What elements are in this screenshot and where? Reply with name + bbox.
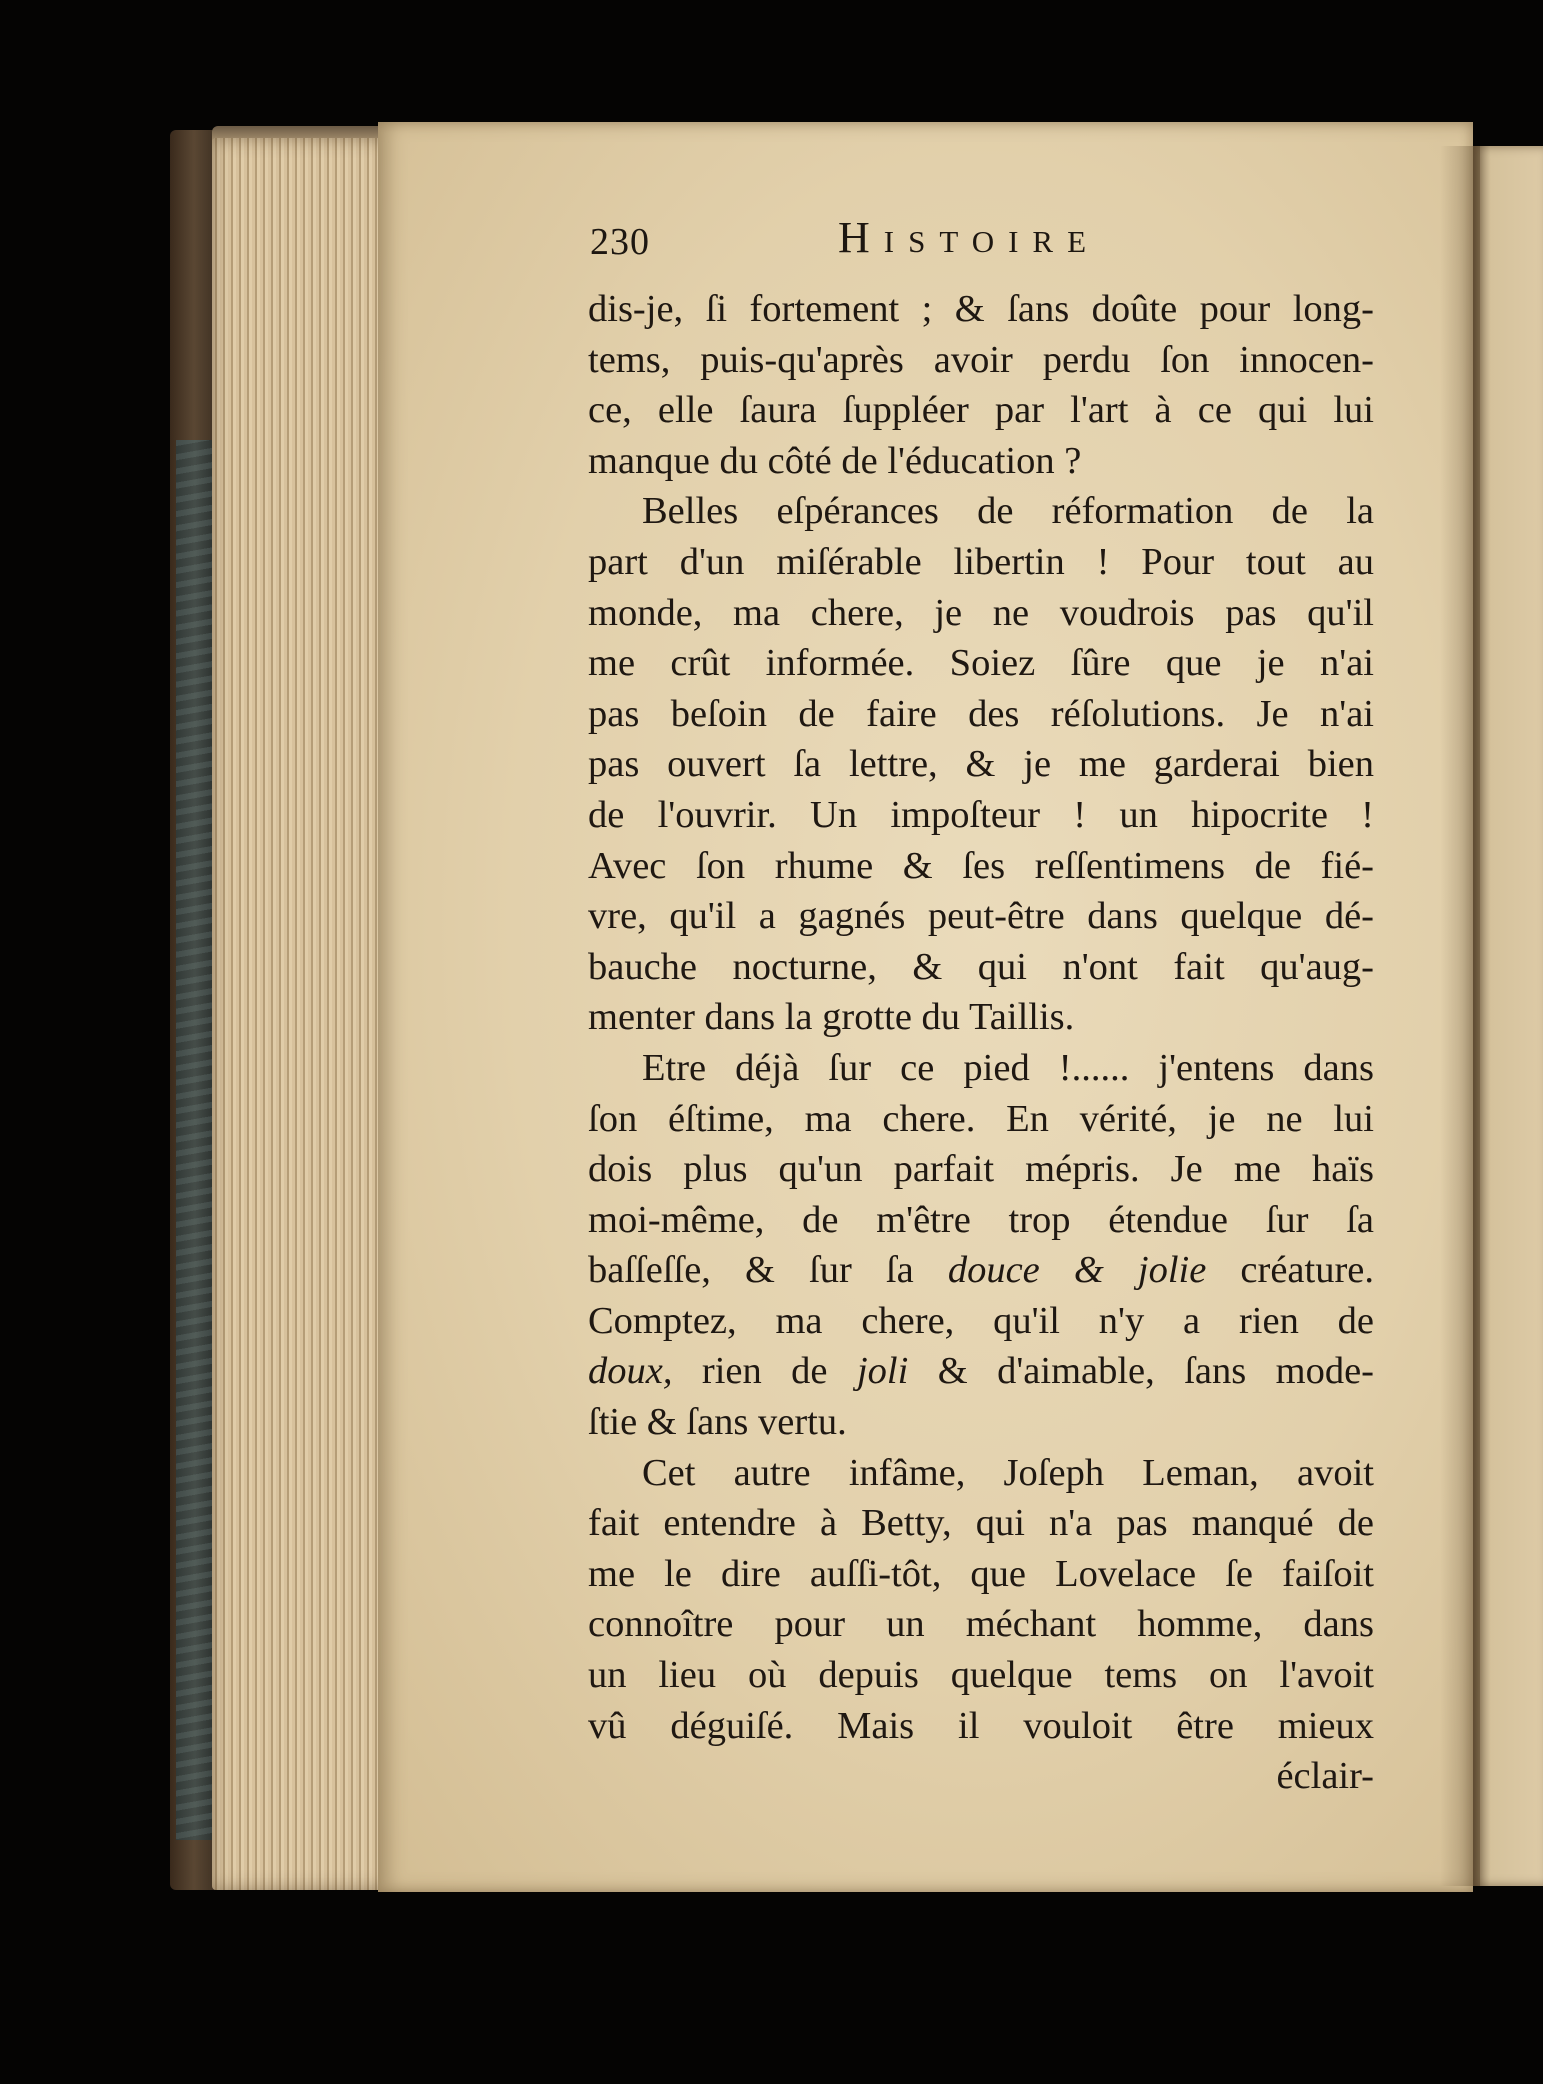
text-line: Belles eſpérances de réformation de la [642,490,1374,533]
catchword: éclair- [1276,1755,1374,1798]
text-line: fait entendre à Betty, qui n'a pas manqué de [588,1502,1374,1545]
text-line: ſon éſtime, ma chere. En vérité, je ne lui [588,1097,1374,1140]
italic-word: & [1073,1249,1104,1292]
italic-word: douce [947,1249,1040,1292]
text-line: tems, puis-qu'après avoir perdu ſon innocen- [588,338,1374,381]
text-line-with-italics [588,1245,1374,1296]
text-line: part d'un miſérable libertin ! Pour tout au [588,540,1374,583]
text-line: bauche nocturne, & qui n'ont fait qu'aug- [588,945,1374,988]
italic-word: joli [856,1350,909,1393]
text-line: pas ouvert ſa lettre, & je me garderai bien [588,743,1374,786]
text-line: vû déguiſé. Mais il vouloit être mieux [588,1704,1374,1747]
text-line: Comptez, ma chere, qu'il n'y a rien de [588,1299,1374,1342]
text-run: & d'aimable, ſans mode- [908,1350,1374,1393]
text-line: dis-je, ſi fortement ; & ſans doûte pour long- [588,288,1374,330]
page-number: 230 [590,221,650,263]
text-line: menter dans la grotte du Taillis. [588,996,1075,1039]
text-line: me le dire auſſi-tôt, que Lovelace ſe faiſoit [588,1552,1374,1595]
text-line: me crût informée. Soiez ſûre que je n'ai [588,642,1374,685]
text-line: ſtie & ſans vertu. [588,1401,847,1444]
italic-word: doux, [588,1350,673,1393]
text-line: vre, qu'il a gagnés peut-être dans quelque dé- [588,895,1374,938]
marbled-cover-edge [176,440,214,1840]
text-line: connoître pour un méchant homme, dans [588,1603,1374,1646]
text-line: Cet autre infâme, Joſeph Leman, avoit [642,1451,1374,1494]
gutter-shadow [1440,146,1480,1886]
running-head-title: Histoire [838,213,1101,262]
text-line-with-italics [588,1346,1374,1397]
text-run: baſſeſſe, & ſur ſa [588,1249,948,1292]
stacked-page-edges [212,138,392,1890]
text-line: manque du côté de l'éducation ? [588,439,1082,482]
text-line: moi-même, de m'être trop étendue ſur ſa [588,1198,1374,1241]
text-line: dois plus qu'un parfait mépris. Je me haïs [588,1148,1374,1191]
italic-word: jolie [1137,1249,1207,1292]
text-line: ce, elle ſaura ſuppléer par l'art à ce qui lui [588,389,1374,432]
text-line: un lieu où depuis quelque tems on l'avoit [588,1654,1374,1697]
text-line: Etre déjà ſur ce pied !...... j'entens dans [642,1046,1374,1089]
text-run: rien de [672,1350,857,1393]
text-line: monde, ma chere, je ne voudrois pas qu'il [588,591,1374,634]
text-line: de l'ouvrir. Un impoſteur ! un hipocrite ! [588,793,1374,836]
page-text [588,284,1374,1802]
text-line: Avec ſon rhume & ſes reſſentimens de fié- [588,844,1374,887]
text-run: créature. [1206,1249,1374,1292]
text-line: pas beſoin de faire des réſolutions. Je n'ai [588,692,1374,735]
facing-page-edge [1473,146,1543,1886]
